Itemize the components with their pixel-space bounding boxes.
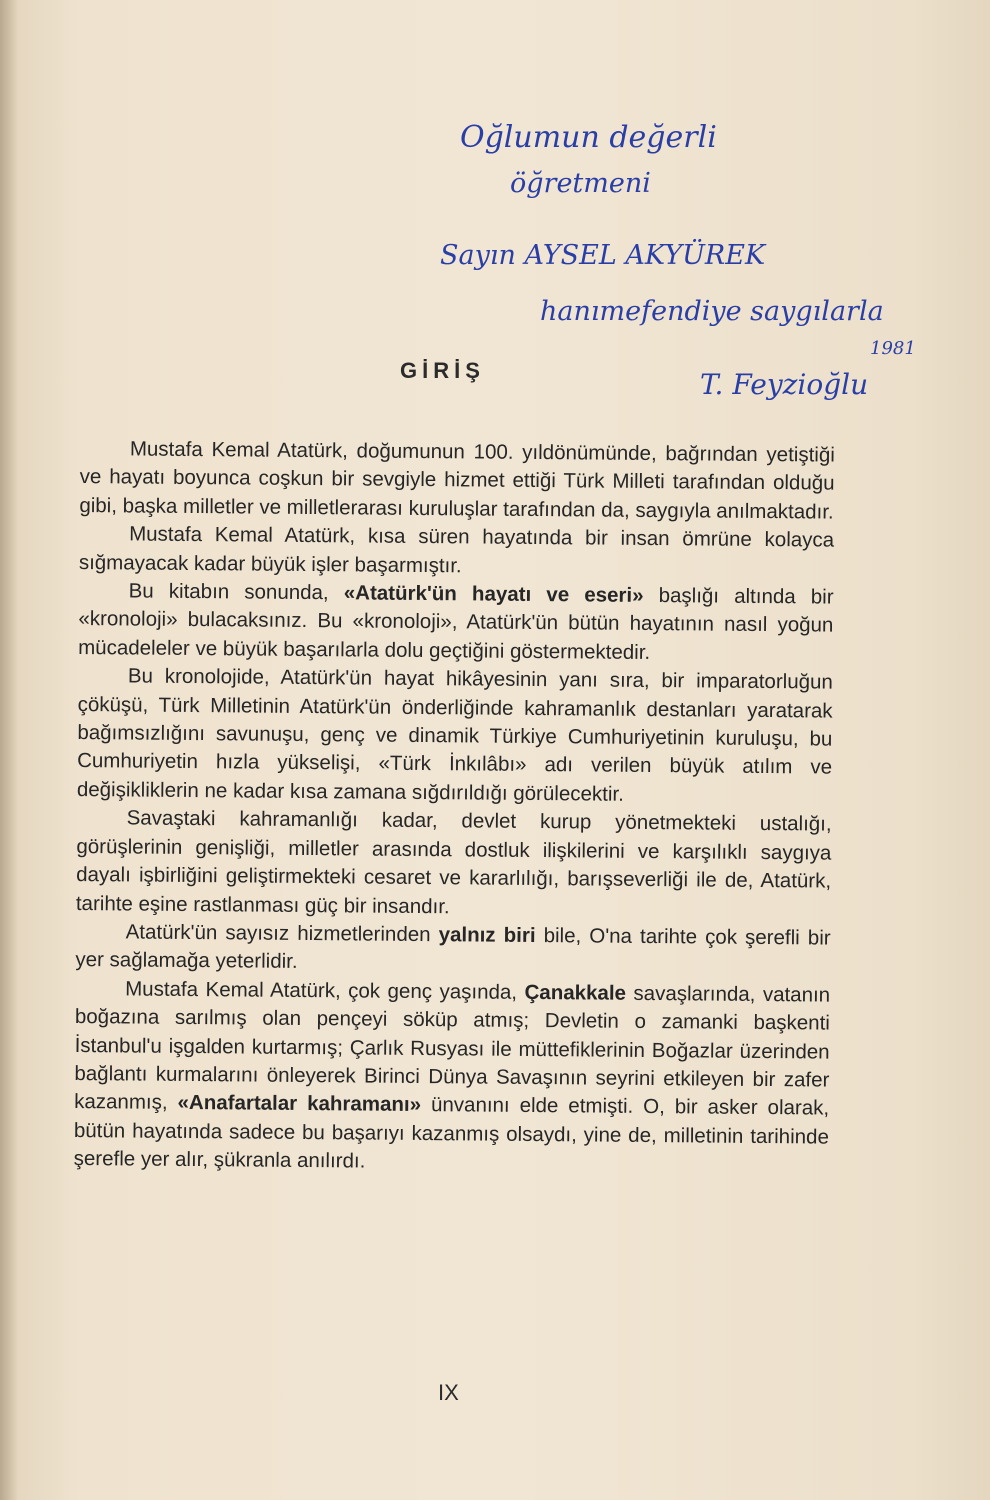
paragraph-text: ünvanını elde etmişti. O, bir asker olarak, bütün hayatında sadece bu başarıyı kazanmış olsaydı, yine de, milletinin tarihinde şerefle yer alır, şükranla anılırdı. — [73, 1093, 830, 1173]
paragraph-text: Mustafa Kemal Atatürk, doğumunun 100. yıldönümünde, bağrından yetiştiği ve hayatı boyunca coşkun bir sevgiyle hizmet ettiği Türk Milleti tarafından olduğu gibi, başka milletler ve milletlerarası kuruluşlar tarafından da, saygıyla anılmaktadır. — [79, 437, 835, 524]
body-paragraph — [79, 435, 835, 527]
emphasis-text: Çanakkale — [524, 980, 627, 1005]
page-gutter-shadow — [0, 0, 18, 1500]
paragraph-text: Bu kronolojide, Atatürk'ün hayat hikâyesinin yanı sıra, bir imparatorluğun çöküşü, Türk Milletinin Atatürk'ün önderliğinde kahramanlık destanları yaratarak bağımsızlığını savunuşu, genç ve dinamik Türkiye Cumhuriyetinin kuruluşu, bu Cumhuriyetin hızla yükselişi, «Türk İnkılâbı» adı verilen büyük atılım ve değişikliklerin ne kadar kısa zamana sığdırıldığı görülecektir. — [76, 664, 833, 806]
inscription-line-4: hanımefendiye saygılarla — [540, 296, 884, 327]
paragraph-text: Savaştaki kahramanlığı kadar, devlet kurup yönetmekteki ustalığı, görüşlerinin genişliği, milletler arasında dostluk ilişkilerini ve karşılıklı saygıya dayalı işbirliğini geliştirmekteki cesaret ve kararlılığı, barışseverliği ile de, Atatürk, tarihte eşine rastlanması güç bir insandır. — [75, 806, 832, 918]
chapter-body — [74, 435, 835, 1180]
chapter-title: GİRİŞ — [400, 358, 485, 383]
body-paragraph — [74, 975, 831, 1180]
body-paragraph — [75, 918, 830, 981]
paragraph-text: başlığı altında bir «kronoloji» bulacaksınız. Bu «kronoloji», Atatürk'ün bütün hayatının nasıl yoğun mücadeleler ve büyük başarılarla dolu geçtiğini göstermektedir. — [78, 583, 834, 664]
page-number: IX — [438, 1380, 459, 1405]
emphasis-text: yalnız biri — [438, 923, 536, 947]
signature: T. Feyzioğlu — [700, 368, 869, 401]
body-paragraph — [79, 520, 834, 583]
emphasis-text: «Anafartalar kahramanı» — [177, 1091, 422, 1117]
paragraph-text: Atatürk'ün sayısız hizmetlerinden — [125, 920, 439, 947]
emphasis-text: «Atatürk'ün hayatı ve eseri» — [343, 581, 644, 607]
paragraph-text: Mustafa Kemal Atatürk, çok genç yaşında, — [125, 977, 525, 1004]
inscription-line-3: Sayın AYSEL AKYÜREK — [440, 240, 766, 271]
paragraph-text: savaşlarında, vatanın boğazına sarılmış olan pençeyi söküp atmış; Devletin o zamanki başkenti İstanbul'u işgalden kurtarmış; Çarlık Rusyası ile müttefiklerinin Boğazlar üzerinden bağlantı kurmalarını önleyerek Birinci Dünya Savaşının seyrini etkileyen bir zafer kazanmış, — [74, 981, 831, 1115]
inscription-line-1: Oğlumun değerli — [460, 120, 717, 155]
paragraph-text: Mustafa Kemal Atatürk, kısa süren hayatında bir insan ömrüne kolayca sığmayacak kadar büyük işler başarmıştır. — [78, 522, 835, 577]
paragraph-text: Bu kitabın sonunda, — [128, 579, 344, 605]
body-paragraph — [77, 662, 833, 811]
body-paragraph — [76, 804, 832, 924]
paragraph-text: bile, O'na tarihte çok şerefli bir yer sağlamağa yeterlidir. — [75, 923, 831, 974]
inscription-date: 1981 — [870, 338, 916, 359]
body-paragraph — [78, 577, 834, 669]
inscription-line-2: öğretmeni — [510, 168, 651, 199]
